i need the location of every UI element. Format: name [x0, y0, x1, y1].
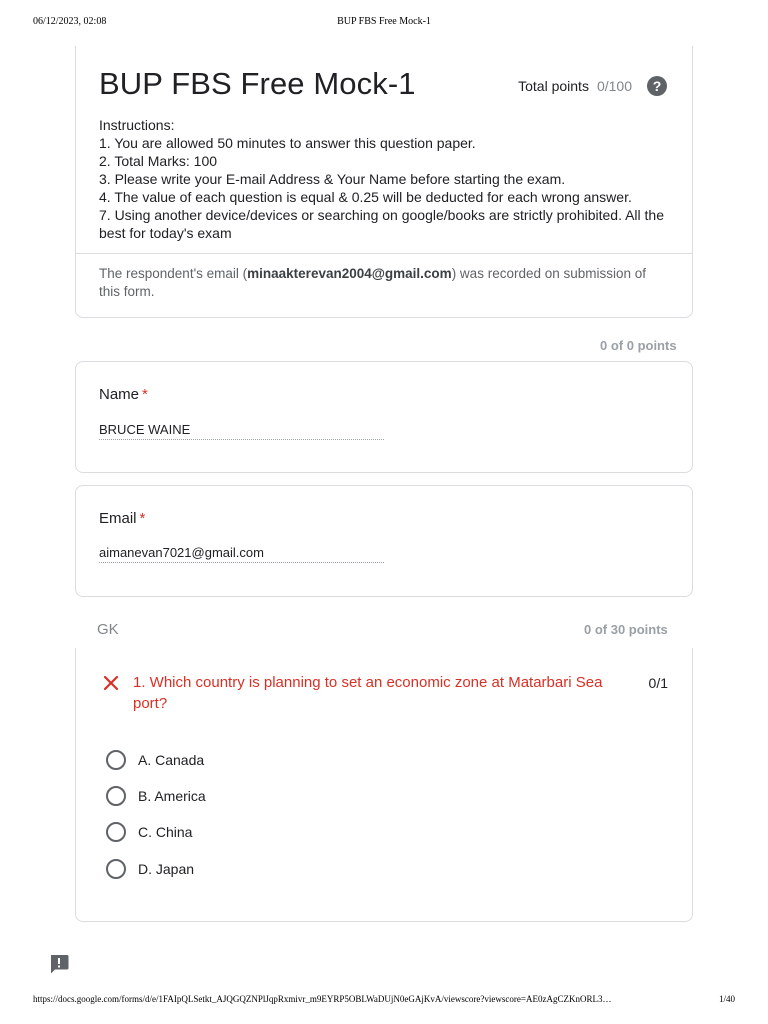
wrong-x-icon [102, 674, 120, 692]
print-url: https://docs.google.com/forms/d/e/1FAIpQLSetkt_AJQGQZNPlJqpRxmivr_m9EYRP5OBLWaDUjN0eGAjKvA/viewscore?viewscore=AE0zAgCZKnORL3… [33, 994, 612, 1004]
feedback-icon[interactable] [48, 953, 70, 975]
name-label: Name * [99, 386, 148, 403]
print-header [0, 16, 768, 30]
name-question-card [75, 361, 693, 473]
total-points-value: 0/100 [596, 78, 632, 94]
help-icon[interactable]: ? [647, 76, 667, 96]
option-label: C. China [138, 824, 193, 840]
print-datetime: 06/12/2023, 02:08 [33, 16, 107, 27]
question-text: 1. Which country is planning to set an economic zone at Matarbari Sea port? [133, 674, 603, 712]
total-points-label: Total points [518, 78, 589, 94]
option-label: D. Japan [138, 861, 195, 877]
form-instructions [99, 116, 669, 242]
form-title: BUP FBS Free Mock-1 [99, 66, 416, 101]
email-label: Email * [99, 510, 146, 527]
email-recorded-note: The respondent's email (minaakterevan2004@gmail.com) was recorded on submission of this form. [99, 266, 647, 299]
instruction-line: 7. Using another device/devices or searching on google/books are strictly prohibited. All the best for today's exam [99, 207, 664, 241]
answer-option[interactable] [106, 749, 204, 771]
radio-button[interactable] [106, 822, 126, 842]
print-title: BUP FBS Free Mock-1 [337, 16, 431, 27]
section-title-gk: GK [97, 621, 119, 638]
required-asterisk: * [139, 510, 146, 527]
instruction-line: 3. Please write your E-mail Address & Your Name before starting the exam. [99, 171, 566, 187]
question-card [75, 648, 693, 922]
radio-button[interactable] [106, 859, 126, 879]
instruction-line: 2. Total Marks: 100 [99, 153, 218, 169]
email-question-card [75, 485, 693, 597]
radio-button[interactable] [106, 750, 126, 770]
instruction-line: Instructions: [99, 117, 175, 133]
answer-option[interactable] [106, 858, 194, 880]
header-divider [76, 253, 692, 254]
option-label: B. America [138, 788, 206, 804]
instruction-line: 4. The value of each question is equal & 0.25 will be deducted for each wrong answer. [99, 189, 632, 205]
option-label: A. Canada [138, 752, 205, 768]
required-asterisk: * [142, 386, 148, 403]
section-points: 0 of 0 points [600, 338, 677, 353]
instruction-line: 1. You are allowed 50 minutes to answer this question paper. [99, 135, 476, 151]
answer-option[interactable] [106, 821, 192, 843]
form-header-card [75, 46, 693, 318]
question-score: 0/1 [648, 675, 668, 691]
email-answer: aimanevan7021@gmail.com [99, 545, 384, 563]
total-points [518, 78, 632, 94]
name-answer: BRUCE WAINE [99, 422, 384, 440]
answer-option[interactable] [106, 785, 206, 807]
print-page-number: 1/40 [718, 994, 735, 1004]
respondent-email: minaakterevan2004@gmail.com [247, 266, 452, 281]
print-footer [0, 994, 768, 1008]
radio-button[interactable] [106, 786, 126, 806]
section-points-gk: 0 of 30 points [584, 622, 668, 637]
